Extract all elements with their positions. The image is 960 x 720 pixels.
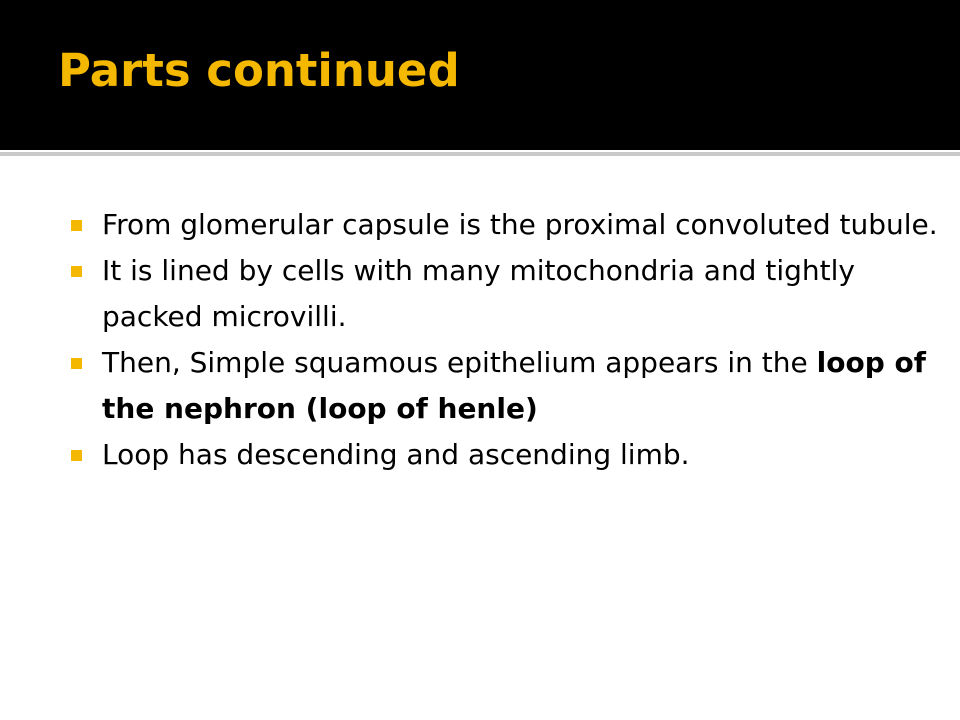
bullet-square-icon: [71, 266, 82, 277]
bullet-text: Then, Simple squamous epithelium appears in the: [102, 346, 808, 379]
bullet-square-icon: [71, 220, 82, 231]
bullet-text: Loop has descending and ascending limb.: [102, 438, 690, 471]
title-divider: [0, 152, 960, 156]
bullet-square-icon: [71, 450, 82, 461]
bullet-square-icon: [71, 358, 82, 369]
list-item: [70, 248, 940, 340]
bullet-list: [70, 202, 940, 478]
list-item: [70, 340, 940, 432]
bullet-bold-text: loop of the nephron (loop of henle): [102, 346, 926, 425]
list-item: [70, 202, 940, 248]
title-band: [0, 0, 960, 150]
bullet-text: It is lined by cells with many mitochondria and tightly packed microvilli.: [102, 254, 855, 333]
list-item: [70, 432, 940, 478]
bullet-text: From glomerular capsule is the proximal convoluted tubule.: [102, 208, 938, 241]
slide-title: Parts continued: [58, 44, 460, 97]
